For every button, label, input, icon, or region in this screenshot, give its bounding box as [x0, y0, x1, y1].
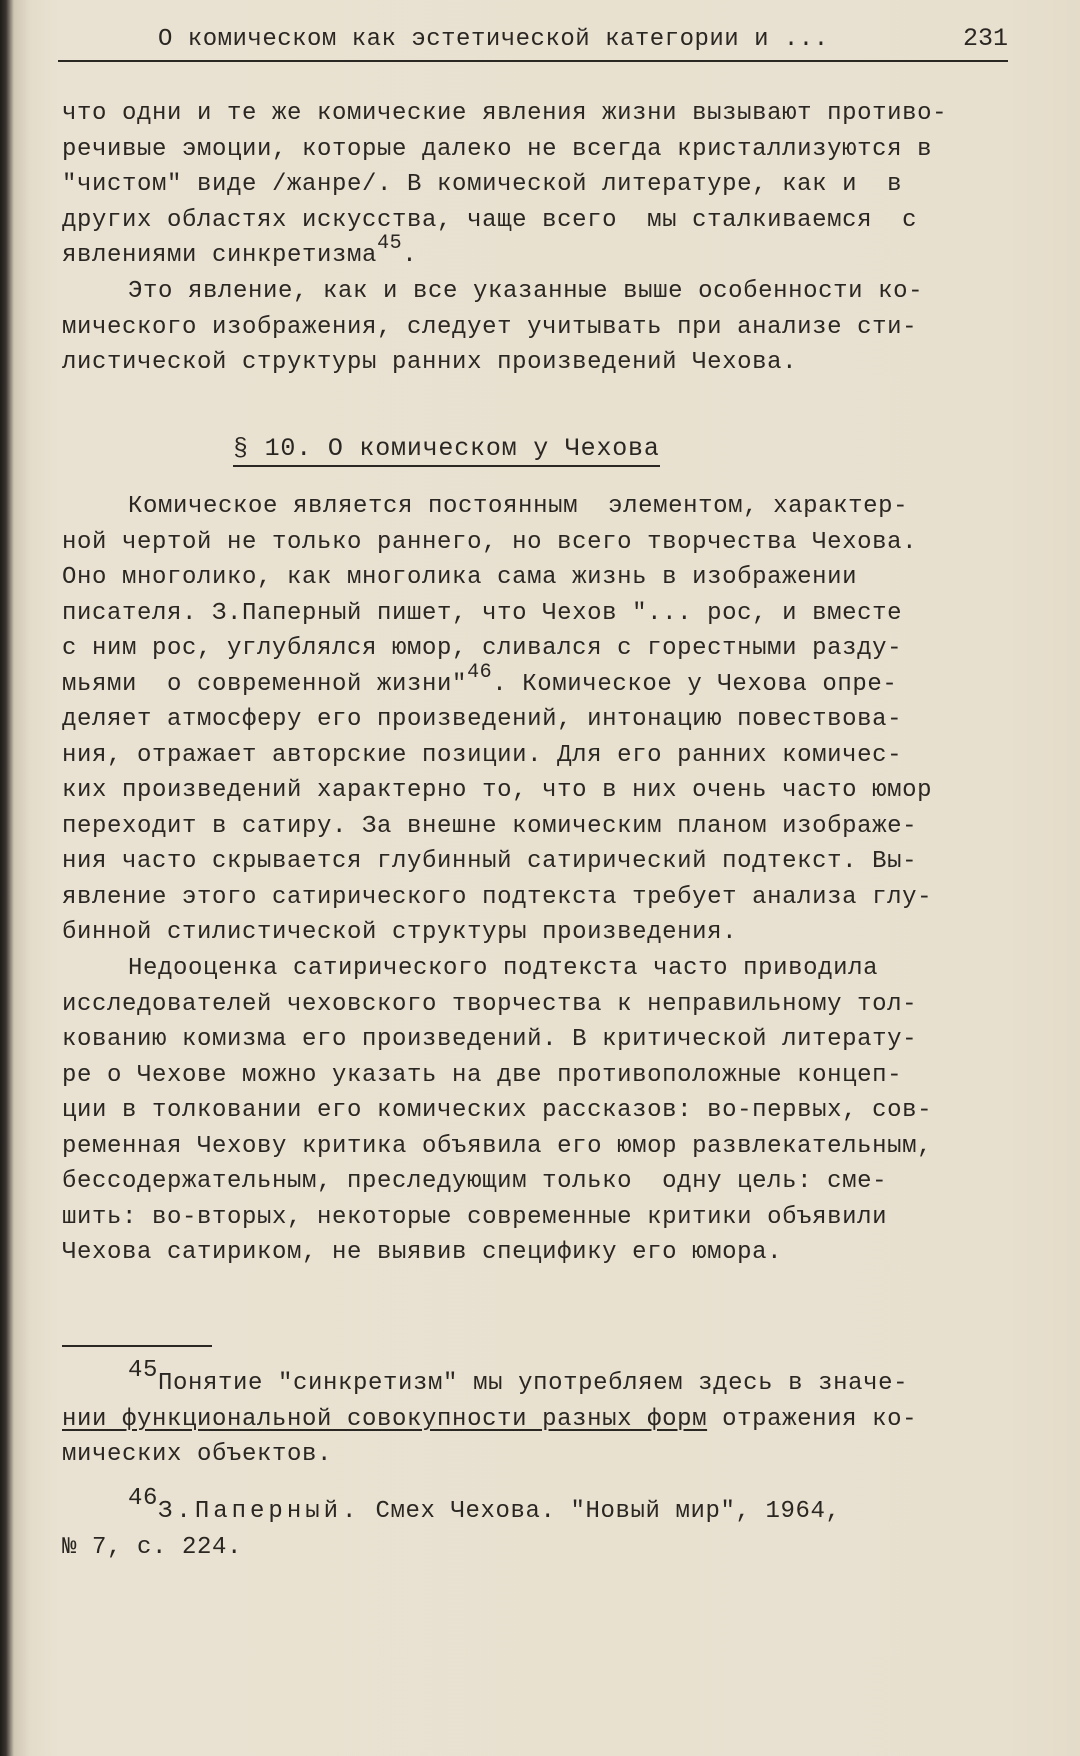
text-line: Чехова сатириком, не выявив специфику его юмора.	[62, 1239, 783, 1266]
text-line: Оно многолико, как многолика сама жизнь в изображении	[62, 564, 858, 591]
text-fragment: Понятие "синкретизм" мы употребляем здесь в значе-	[158, 1370, 909, 1397]
footnote-divider	[62, 1345, 212, 1347]
footnote-number: 45	[128, 1357, 159, 1384]
text-fragment: мьями о современной жизни"	[62, 670, 468, 698]
footnote-line: № 7, с. 224.	[62, 1533, 243, 1561]
text-line: бессодержательным, преследующим только одну цель: сме-	[62, 1168, 888, 1195]
cited-author: З.Паперный.	[158, 1498, 361, 1525]
text-line: других областях искусства, чаще всего мы сталкиваемся с	[62, 206, 918, 234]
text-line: что одни и те же комические явления жизни вызывают противо-	[62, 100, 948, 127]
text-line: Комическое является постоянным элементом, характер-	[128, 493, 909, 520]
text-line: шить: во-вторых, некоторые современные критики объявили	[62, 1203, 888, 1231]
footnote-line	[62, 1357, 1022, 1402]
footnote-line	[62, 1402, 1022, 1438]
text-line: исследователей чеховского творчества к неправильному тол-	[62, 990, 918, 1018]
footnote-ref-46: 46	[467, 660, 493, 684]
underlined-phrase: нии функциональной совокупности разных форм	[62, 1405, 708, 1433]
text-line: писателя. З.Паперный пишет, что Чехов "... рос, и вместе	[62, 599, 903, 627]
text-line: мического изображения, следует учитывать при анализе сти-	[62, 313, 918, 341]
text-line: кованию комизма его произведений. В критической литерату-	[62, 1026, 918, 1053]
text-line: явление этого сатирического подтекста требует анализа глу-	[62, 883, 933, 911]
section-heading: § 10. О комическом у Чехова	[233, 434, 660, 467]
text-fragment: .	[402, 242, 418, 269]
text-fragment: . Комическое у Чехова опре-	[492, 670, 898, 698]
second-paragraph	[62, 274, 1022, 381]
text-line	[62, 660, 1022, 703]
text-line: бинной стилистической структуры произведения.	[62, 919, 738, 946]
text-fragment: Смех Чехова. "Новый мир", 1964,	[360, 1498, 841, 1525]
text-line: ременная Чехову критика объявила его юмор развлекательным,	[62, 1132, 933, 1160]
text-line: листической структуры ранних произведений Чехова.	[62, 349, 798, 376]
text-line: ции в толковании его комических рассказов: во-первых, сов-	[62, 1097, 933, 1124]
fourth-paragraph	[62, 951, 1022, 1271]
third-paragraph	[62, 489, 1022, 951]
footnote-ref-45: 45	[377, 232, 403, 255]
running-header	[58, 24, 1008, 62]
footnote-line: мических объектов.	[62, 1441, 333, 1468]
text-fragment: явлениями синкретизма	[62, 242, 378, 269]
text-line: ной чертой не только раннего, но всего творчества Чехова.	[62, 528, 918, 556]
text-line	[62, 232, 1022, 274]
footnote-number: 46	[128, 1485, 159, 1512]
text-line: Недооценка сатирического подтекста часто приводила	[128, 955, 879, 982]
text-line: "чистом" виде /жанре/. В комической литературе, как и в	[62, 171, 903, 198]
footnote-45	[62, 1357, 1022, 1473]
text-line: ких произведений характерно то, что в них очень часто юмор	[62, 777, 933, 804]
text-line: речивые эмоции, которые далеко не всегда кристаллизуются в	[62, 135, 933, 163]
intro-paragraph	[62, 96, 1022, 274]
text-line: ния часто скрывается глубинный сатирический подтекст. Вы-	[62, 848, 918, 875]
running-title: О комическом как эстетической категории и ...	[158, 26, 829, 53]
footnote-46	[62, 1485, 1022, 1565]
text-line: ния, отражает авторские позиции. Для его ранних комичес-	[62, 741, 903, 769]
text-line: Это явление, как и все указанные выше особенности ко-	[128, 278, 924, 305]
footnote-line	[62, 1485, 1022, 1530]
text-fragment: отражения ко-	[707, 1405, 918, 1433]
text-line: переходит в сатиру. За внешне комическим планом изображе-	[62, 812, 918, 840]
text-line: с ним рос, углублялся юмор, сливался с горестными разду-	[62, 635, 903, 662]
page-number: 231	[962, 24, 1008, 53]
text-line: деляет атмосферу его произведений, интонацию повествова-	[62, 706, 903, 733]
text-line: ре о Чехове можно указать на две противоположные концеп-	[62, 1061, 903, 1089]
